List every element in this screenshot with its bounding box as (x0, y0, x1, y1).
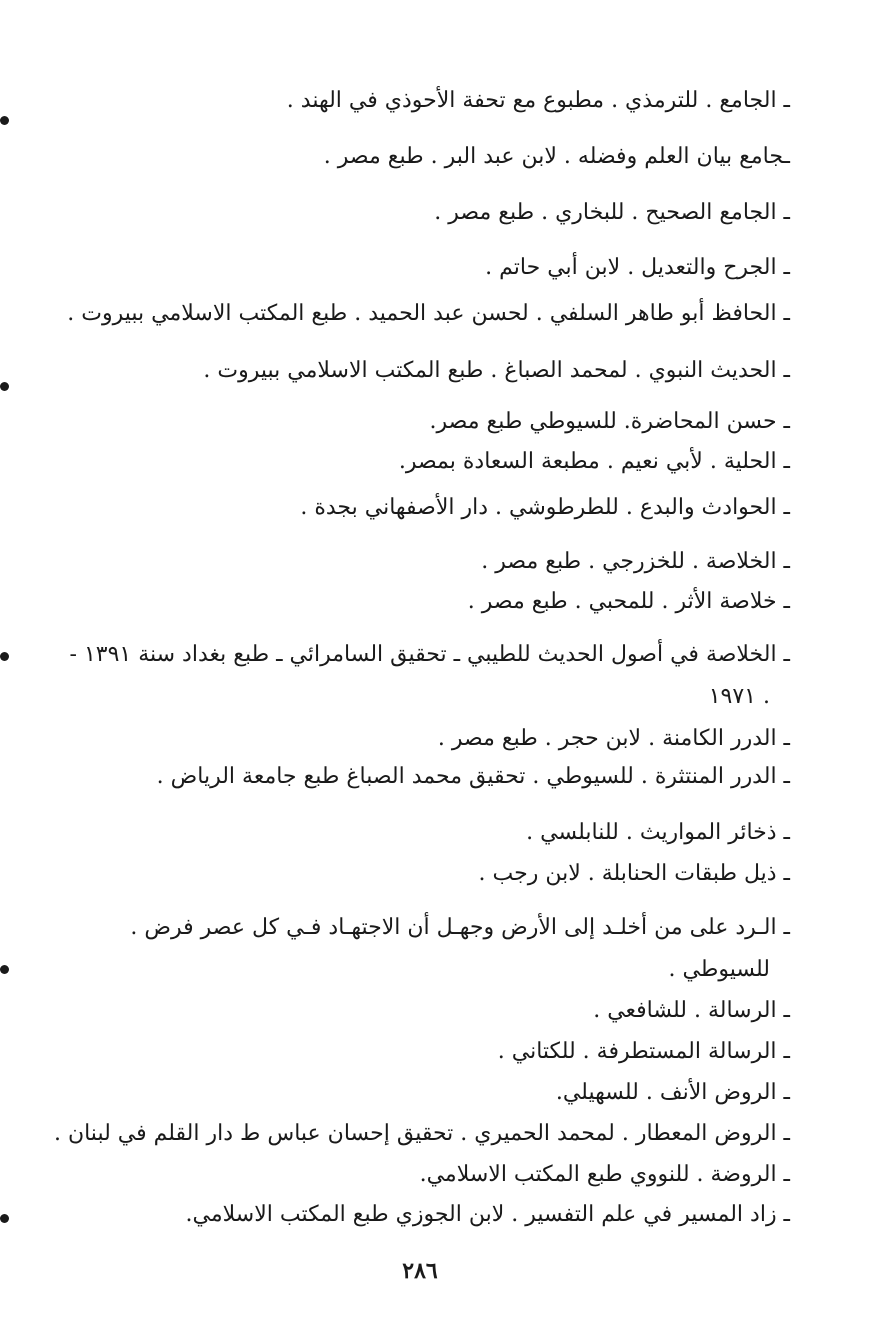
bibliography-entry: ـ الروضة . للنووي طبع المكتب الاسلامي. (419, 1162, 790, 1187)
bibliography-entry: ـ الحوادث والبدع . للطرطوشي . دار الأصفهاني بجدة . (300, 495, 790, 520)
bibliography-entry: ـجامع بيان العلم وفضله . لابن عبد البر . طبع مصر . (323, 144, 790, 169)
bibliography-entry-continuation: للسيوطي . (668, 957, 770, 982)
bibliography-entry: ـ الجامع . للترمذي . مطبوع مع تحفة الأحوذي في الهند . (286, 88, 790, 113)
bibliography-entry: ـ الحلية . لأبي نعيم . مطبعة السعادة بمصر. (398, 449, 790, 474)
bibliography-entry: ـ الخلاصة في أصول الحديث للطيبي ـ تحقيق السامرائي ـ طبع بغداد سنة ١٣٩١ - (69, 642, 790, 667)
bibliography-entry: ـ الحافظ أبو طاهر السلفي . لحسن عبد الحميد . طبع المكتب الاسلامي ببيروت . (67, 301, 790, 326)
bibliography-entry: ـ ذخائر المواريث . للنابلسي . (526, 820, 790, 845)
bibliography-entry: ـ الروض الأنف . للسهيلي. (555, 1080, 790, 1105)
bibliography-entry: ـ خلاصة الأثر . للمحبي . طبع مصر . (467, 589, 790, 614)
bibliography-entry: ـ الروض المعطار . لمحمد الحميري . تحقيق إحسان عباس ط دار القلم في لبنان . (53, 1121, 790, 1146)
binding-hole-mark (0, 382, 9, 391)
bibliography-entry: ـ الرسالة المستطرفة . للكتاني . (497, 1039, 790, 1064)
bibliography-entry: ـ الرسالة . للشافعي . (593, 998, 790, 1023)
binding-hole-mark (0, 965, 9, 974)
bibliography-entry: ـ الـرد على من أخلـد إلى الأرض وجهـل أن الاجتهـاد فـي كل عصر فرض . (130, 915, 790, 940)
binding-hole-mark (0, 116, 9, 125)
bibliography-entry: ـ الدرر الكامنة . لابن حجر . طبع مصر . (437, 726, 790, 751)
bibliography-entry: ـ الخلاصة . للخزرجي . طبع مصر . (481, 549, 790, 574)
bibliography-entry: ـ زاد المسير في علم التفسير . لابن الجوزي طبع المكتب الاسلامي. (185, 1202, 790, 1227)
bibliography-entry: ـ الحديث النبوي . لمحمد الصباغ . طبع المكتب الاسلامي ببيروت . (203, 358, 790, 383)
page-number: ٢٨٦ (402, 1258, 438, 1284)
binding-hole-mark (0, 1214, 9, 1223)
bibliography-entry: ـ الجرح والتعديل . لابن أبي حاتم . (485, 255, 790, 280)
bibliography-entry: ـ الجامع الصحيح . للبخاري . طبع مصر . (434, 200, 790, 225)
bibliography-entry: ـ الدرر المنتثرة . للسيوطي . تحقيق محمد الصباغ طبع جامعة الرياض . (156, 764, 790, 789)
bibliography-entry-continuation: . ١٩٧١ (708, 684, 770, 709)
bibliography-entry: ـ ذيل طبقات الحنابلة . لابن رجب . (478, 861, 790, 886)
bibliography-entry: ـ حسن المحاضرة. للسيوطي طبع مصر. (429, 409, 790, 434)
binding-hole-mark (0, 652, 9, 661)
